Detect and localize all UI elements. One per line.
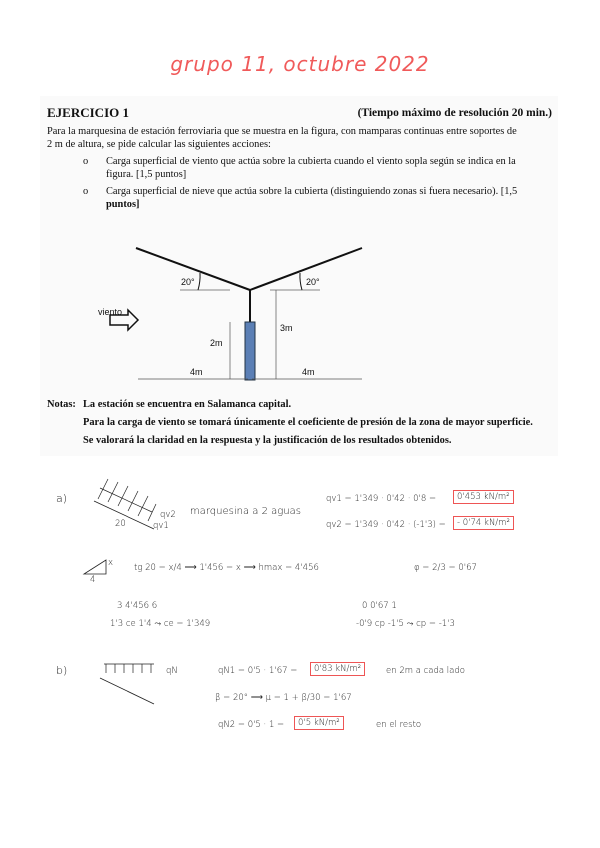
note-1: La estación se encuentra en Salamanca capital. [83, 399, 292, 410]
qn-sketch-label: qN [166, 666, 178, 676]
qv2-equation: qv2 = 1'349 · 0'42 · (-1'3) = [326, 520, 446, 530]
qv2-result: - 0'74 kN/m² [453, 516, 514, 530]
qv2-sketch-label: qv2 [160, 510, 176, 520]
item-1-line-2: figura. [1,5 puntos] [106, 169, 187, 180]
time-limit: (Tiempo máximo de resolución 20 min.) [357, 107, 552, 119]
notes-label: Notas: [47, 399, 76, 410]
qn1-result: 0'83 kN/m² [310, 662, 365, 676]
item-2-line-2: puntos] [106, 199, 140, 210]
ce-interp-row-2: 1'3 ce 1'4 ⤳ ce = 1'349 [110, 619, 211, 629]
item-2-line-1: Carga superficial de nieve que actúa sobre la cubierta (distinguiendo zonas si fuera necesario). [1,5 [106, 186, 518, 197]
width-left-label: 4m [190, 367, 203, 377]
qn1-equation: qN1 = 0'5 · 1'67 = [218, 666, 298, 676]
qv1-equation: qv1 = 1'349 · 0'42 · 0'8 = [326, 494, 437, 504]
part-a-label: a) [56, 492, 68, 505]
item-1-line-1: Carga superficial de viento que actúa sobre la cubierta cuando el viento sopla según se indica en la [106, 156, 516, 167]
bullet-2: o [83, 186, 89, 197]
qn1-note: en 2m a cada lado [386, 666, 465, 676]
qv1-result: 0'453 kN/m² [453, 490, 514, 504]
exercise-sheet [40, 96, 558, 456]
triangle-4-label: 4 [90, 575, 96, 585]
angle-sketch-label: 20 [115, 519, 126, 529]
page-title: grupo 11, octubre 2022 [170, 52, 430, 76]
qn2-note: en el resto [376, 720, 422, 730]
height-3m-label: 3m [280, 323, 293, 333]
tan-equation: tg 20 = x/4 ⟶ 1'456 = x ⟶ hmax = 4'456 [134, 563, 319, 573]
a-description: marquesina a 2 aguas [190, 506, 301, 517]
phi-equation: φ = 2/3 = 0'67 [414, 563, 477, 573]
intro-line-1: Para la marquesina de estación ferroviaria que se muestra en la figura, con mamparas continuas entre soportes de [47, 126, 517, 137]
cp-interp-row-1: 0 0'67 1 [362, 601, 397, 611]
cp-interp-row-2: -0'9 cp -1'5 ⤳ cp = -1'3 [356, 619, 455, 629]
qv1-sketch-label: qv1 [153, 521, 169, 531]
qn2-equation: qN2 = 0'5 · 1 = [218, 720, 285, 730]
triangle-x-label: x [108, 558, 114, 568]
note-2: Para la carga de viento se tomará únicamente el coeficiente de presión de la zona de mayor superficie. [83, 417, 533, 428]
ce-interp-row-1: 3 4'456 6 [117, 601, 158, 611]
snow-sketch-icon [98, 662, 160, 707]
height-2m-label: 2m [210, 338, 223, 348]
angle-left-label: 20° [181, 277, 195, 287]
exercise-heading: EJERCICIO 1 [47, 105, 129, 120]
angle-right-label: 20° [306, 277, 320, 287]
wind-label: viento [98, 307, 123, 317]
qn2-result: 0'5 kN/m² [294, 716, 344, 730]
bullet-1: o [83, 156, 89, 167]
intro-line-2: 2 m de altura, se pide calcular las siguientes acciones: [47, 139, 271, 150]
mu-equation: β = 20° ⟶ μ = 1 + β/30 = 1'67 [215, 693, 352, 703]
part-b-label: b) [56, 664, 68, 677]
width-right-label: 4m [302, 367, 315, 377]
note-3: Se valorará la claridad en la respuesta y la justificación de los resultados obtenidos. [83, 435, 452, 446]
